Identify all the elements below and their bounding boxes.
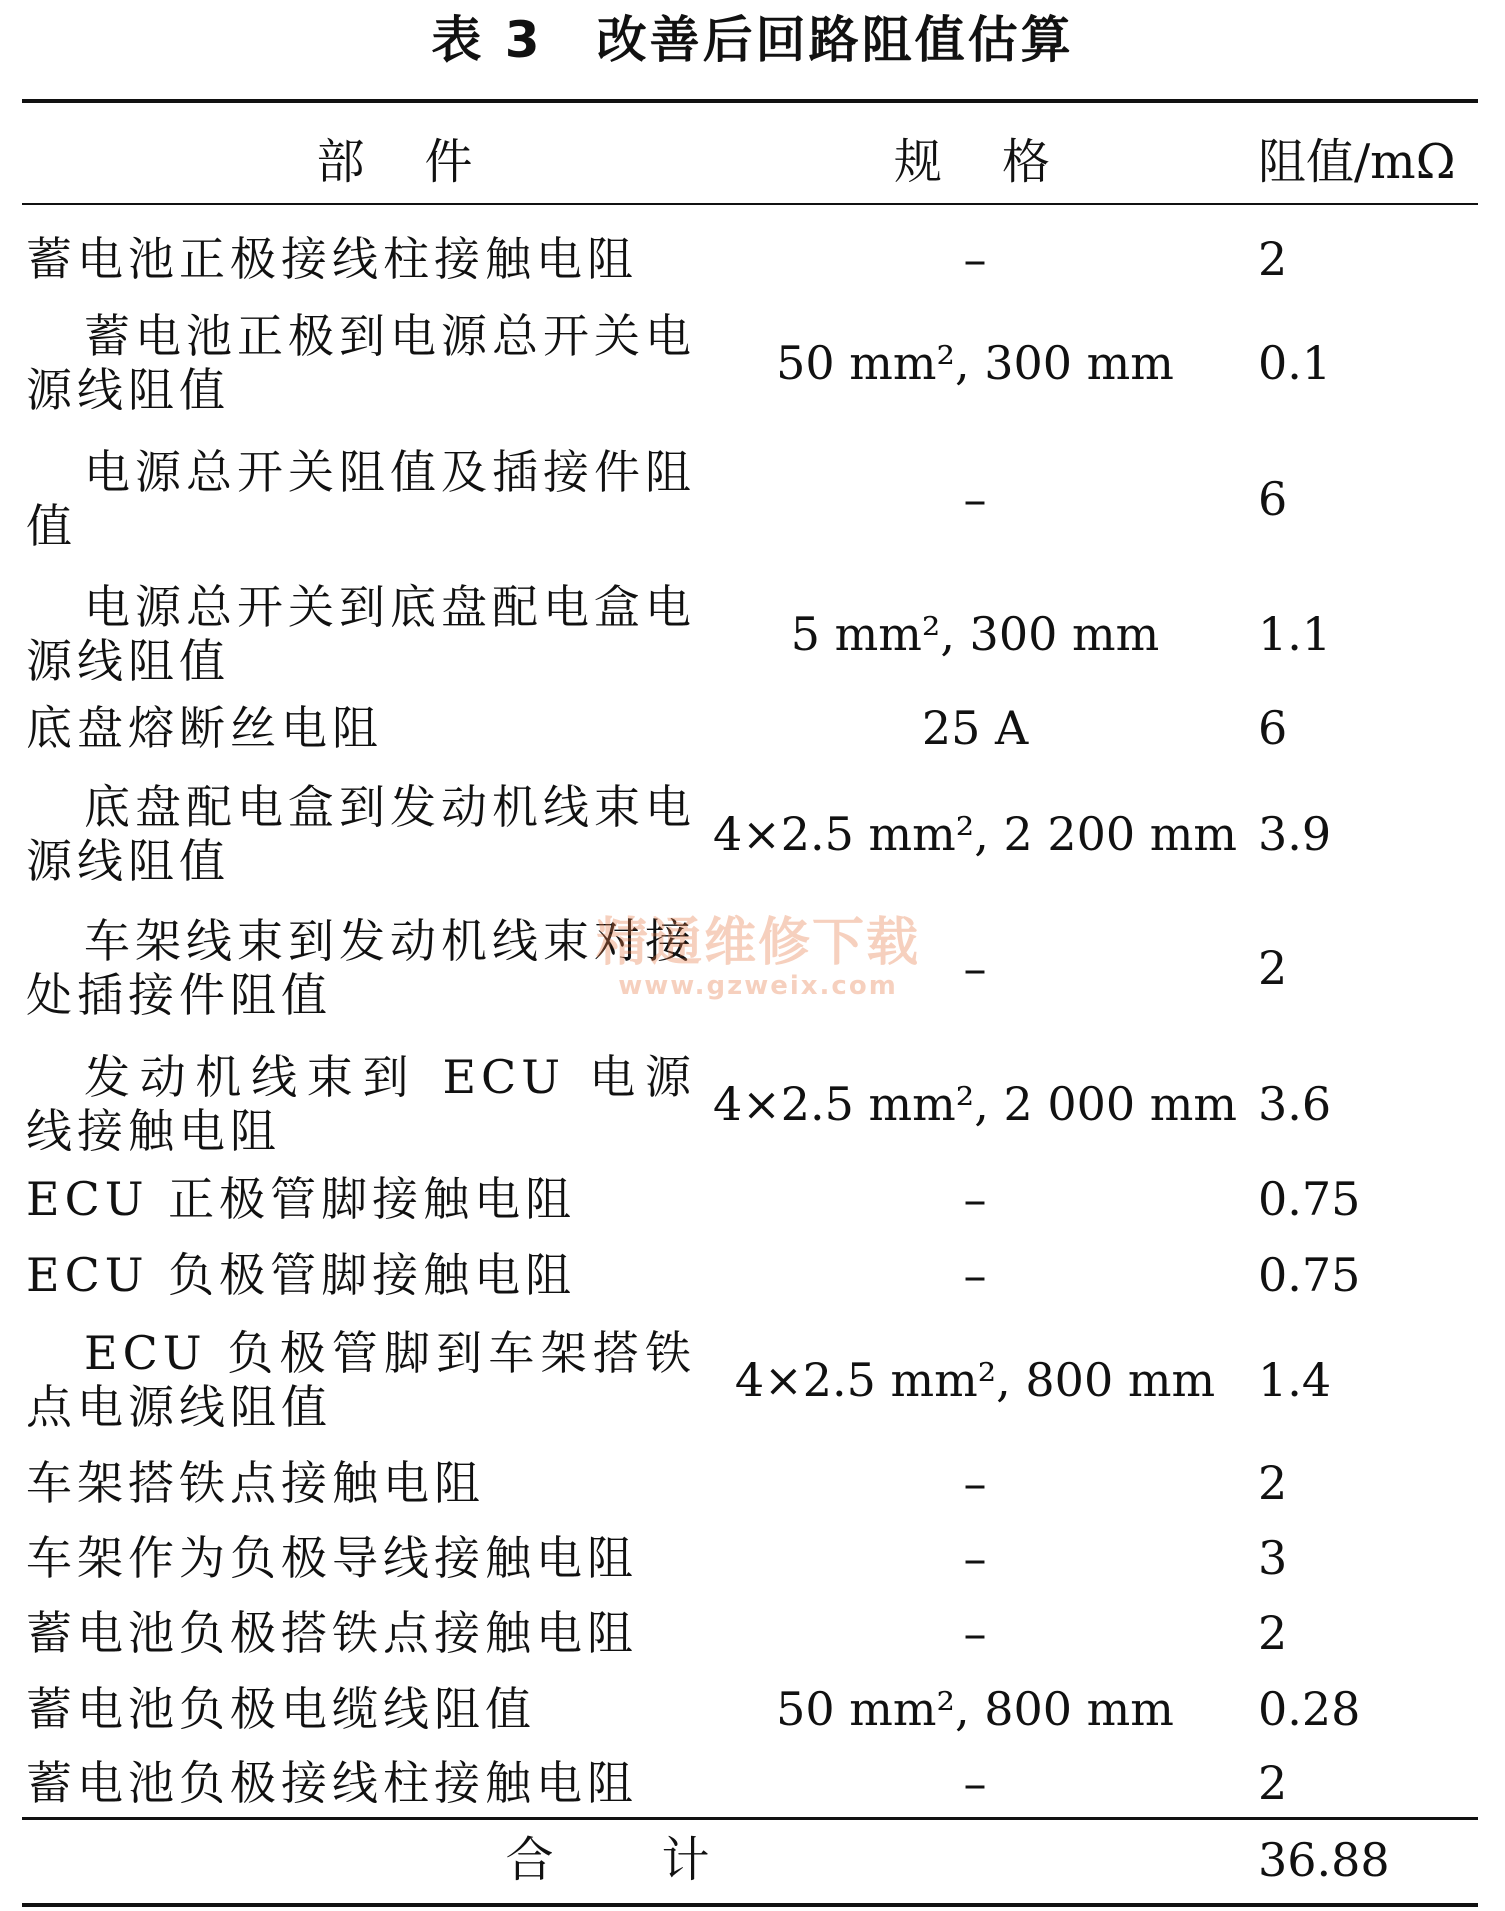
row-spec: – [963, 1531, 987, 1585]
row-name-text: 车架线束到发动机线束对接处插接件阻值 [26, 914, 696, 1022]
row-value: 0.75 [1258, 1248, 1361, 1302]
row-value: 2 [1258, 232, 1288, 286]
header-rule [22, 203, 1478, 205]
row-spec: – [963, 232, 987, 286]
row-spec: 4×2.5 mm², 2 200 mm [712, 807, 1238, 861]
row-spec: – [963, 1456, 987, 1510]
watermark-url: www.gzweix.com [618, 971, 898, 1001]
row-spec: 50 mm², 800 mm [776, 1682, 1174, 1736]
row-spec: – [963, 1606, 987, 1660]
header-value: 阻值/mΩ [1258, 134, 1456, 190]
row-name-text: ECU 正极管脚接触电阻 [26, 1172, 577, 1226]
row-name [26, 1043, 696, 1165]
row-name [26, 772, 696, 896]
table-number: 表 3 [431, 11, 543, 69]
row-name-text: 电源总开关阻值及插接件阻值 [26, 445, 696, 553]
top-rule [22, 99, 1478, 103]
header-spec: 规 格 [893, 134, 1056, 190]
row-name [26, 1527, 696, 1589]
header-name: 部 件 [316, 134, 479, 190]
row-name-text: 底盘熔断丝电阻 [26, 701, 383, 755]
row-spec: 4×2.5 mm², 800 mm [734, 1353, 1216, 1407]
row-spec: 4×2.5 mm², 2 000 mm [712, 1077, 1238, 1131]
row-spec: – [963, 472, 987, 526]
row-name [26, 1678, 696, 1740]
row-value: 0.1 [1258, 336, 1332, 390]
row-name [26, 697, 696, 759]
row-name-text: 底盘配电盒到发动机线束电源线阻值 [26, 780, 696, 888]
row-name-text: 蓄电池正极接线柱接触电阻 [26, 232, 638, 286]
row-value: 1.1 [1258, 607, 1332, 661]
row-spec: – [963, 941, 987, 995]
row-value: 0.75 [1258, 1172, 1361, 1226]
row-value: 3 [1258, 1531, 1288, 1585]
row-name [26, 907, 696, 1029]
row-name-text: 蓄电池负极搭铁点接触电阻 [26, 1606, 638, 1660]
row-name [26, 1602, 696, 1664]
row-value: 2 [1258, 1456, 1288, 1510]
row-value: 6 [1258, 472, 1288, 526]
row-spec: – [963, 1248, 987, 1302]
row-value: 3.9 [1258, 807, 1332, 861]
row-name-text: ECU 负极管脚到车架搭铁点电源线阻值 [26, 1326, 696, 1434]
row-name [26, 302, 696, 424]
row-name-text: 蓄电池正极到电源总开关电源线阻值 [26, 309, 696, 417]
row-name [26, 1244, 696, 1306]
watermark-text: 精通维修下载 [595, 913, 920, 973]
row-value: 2 [1258, 1756, 1288, 1810]
row-name [26, 573, 696, 695]
row-name [26, 438, 696, 560]
table-caption: 改善后回路阻值估算 [596, 11, 1074, 69]
row-name [26, 1452, 696, 1514]
row-value: 2 [1258, 1606, 1288, 1660]
row-value: 0.28 [1258, 1682, 1361, 1736]
total-rule [22, 1817, 1478, 1820]
bottom-rule [22, 1903, 1478, 1907]
row-name [26, 1752, 696, 1814]
row-value: 6 [1258, 701, 1288, 755]
row-name [26, 1168, 696, 1230]
row-spec: 25 A [921, 701, 1029, 755]
table-title [0, 8, 1505, 72]
row-name-text: ECU 负极管脚接触电阻 [26, 1248, 577, 1302]
row-spec: 5 mm², 300 mm [790, 607, 1160, 661]
row-value: 2 [1258, 941, 1288, 995]
row-spec: – [963, 1172, 987, 1226]
row-spec: – [963, 1756, 987, 1810]
row-name-text: 车架作为负极导线接触电阻 [26, 1531, 638, 1585]
row-name [26, 1318, 696, 1442]
row-spec: 50 mm², 300 mm [776, 336, 1174, 390]
total-value: 36.88 [1258, 1833, 1390, 1887]
total-label: 合 计 [505, 1832, 740, 1888]
row-name-text: 车架搭铁点接触电阻 [26, 1456, 485, 1510]
row-value: 1.4 [1258, 1353, 1332, 1407]
row-name-text: 蓄电池负极电缆线阻值 [26, 1682, 536, 1736]
row-value: 3.6 [1258, 1077, 1332, 1131]
row-name-text: 电源总开关到底盘配电盒电源线阻值 [26, 580, 696, 688]
row-name-text: 发动机线束到 ECU 电源线接触电阻 [26, 1050, 696, 1158]
row-name [26, 228, 696, 290]
row-name-text: 蓄电池负极接线柱接触电阻 [26, 1756, 638, 1810]
